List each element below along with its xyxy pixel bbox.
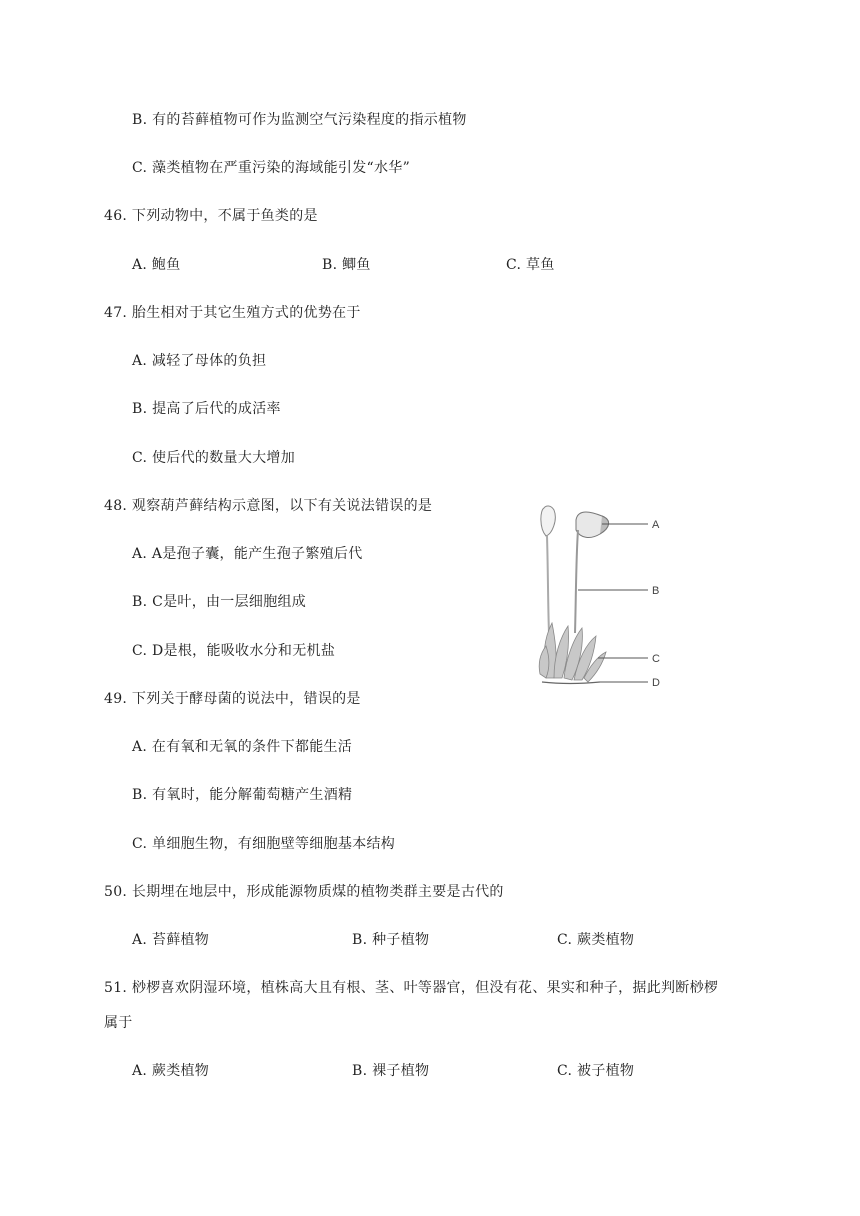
q48-option-a: A. A是孢子囊，能产生孢子繁殖后代 bbox=[132, 546, 363, 562]
q49-option-a: A. 在有氧和无氧的条件下都能生活 bbox=[132, 739, 353, 755]
question-47: 47. 胎生相对于其它生殖方式的优势在于 bbox=[104, 305, 361, 321]
question-51-continued: 属于 bbox=[104, 1015, 133, 1031]
q51-option-b: B. 裸子植物 bbox=[352, 1063, 430, 1079]
q50-option-b: B. 种子植物 bbox=[352, 932, 430, 948]
question-50: 50. 长期埋在地层中，形成能源物质煤的植物类群主要是古代的 bbox=[104, 884, 504, 900]
left-stalk bbox=[547, 536, 549, 633]
question-49: 49. 下列关于酵母菌的说法中，错误的是 bbox=[104, 691, 361, 707]
question-51: 51. 桫椤喜欢阴湿环境，植株高大且有根、茎、叶等器官，但没有花、果实和种子，据此判断桫椤 bbox=[104, 980, 719, 996]
q51-option-c: C. 被子植物 bbox=[557, 1063, 635, 1079]
q49-option-b: B. 有氧时，能分解葡萄糖产生酒精 bbox=[132, 787, 353, 803]
q45-option-b: B. 有的苔藓植物可作为监测空气污染程度的指示植物 bbox=[132, 112, 467, 128]
q46-option-c: C. 草鱼 bbox=[506, 257, 555, 273]
label-b: B bbox=[652, 585, 660, 597]
q49-option-c: C. 单细胞生物，有细胞壁等细胞基本结构 bbox=[132, 836, 396, 852]
q46-option-a: A. 鲍鱼 bbox=[132, 257, 181, 273]
label-d: D bbox=[652, 677, 660, 689]
q48-option-b: B. C是叶，由一层细胞组成 bbox=[132, 594, 307, 610]
q45-option-c: C. 藻类植物在严重污染的海域能引发“水华” bbox=[132, 160, 411, 176]
question-46: 46. 下列动物中，不属于鱼类的是 bbox=[104, 208, 318, 224]
q50-option-a: A. 苔藓植物 bbox=[132, 932, 210, 948]
rhizoid-d bbox=[542, 682, 600, 684]
label-c: C bbox=[652, 653, 660, 665]
q50-option-c: C. 蕨类植物 bbox=[557, 932, 635, 948]
question-48: 48. 观察葫芦藓结构示意图，以下有关说法错误的是 bbox=[104, 498, 433, 514]
q48-option-c: C. D是根，能吸收水分和无机盐 bbox=[132, 643, 336, 659]
q46-option-b: B. 鲫鱼 bbox=[322, 257, 371, 273]
q47-option-a: A. 减轻了母体的负担 bbox=[132, 353, 267, 369]
q51-option-a: A. 蕨类植物 bbox=[132, 1063, 210, 1079]
leaves-c bbox=[539, 623, 606, 682]
q47-option-b: B. 提高了后代的成活率 bbox=[132, 401, 281, 417]
moss-structure-figure bbox=[530, 498, 680, 694]
label-a: A bbox=[652, 519, 660, 531]
moss-diagram bbox=[530, 498, 680, 694]
q47-option-c: C. 使后代的数量大大增加 bbox=[132, 450, 296, 466]
stalk-b bbox=[575, 530, 578, 633]
left-capsule bbox=[541, 506, 555, 536]
